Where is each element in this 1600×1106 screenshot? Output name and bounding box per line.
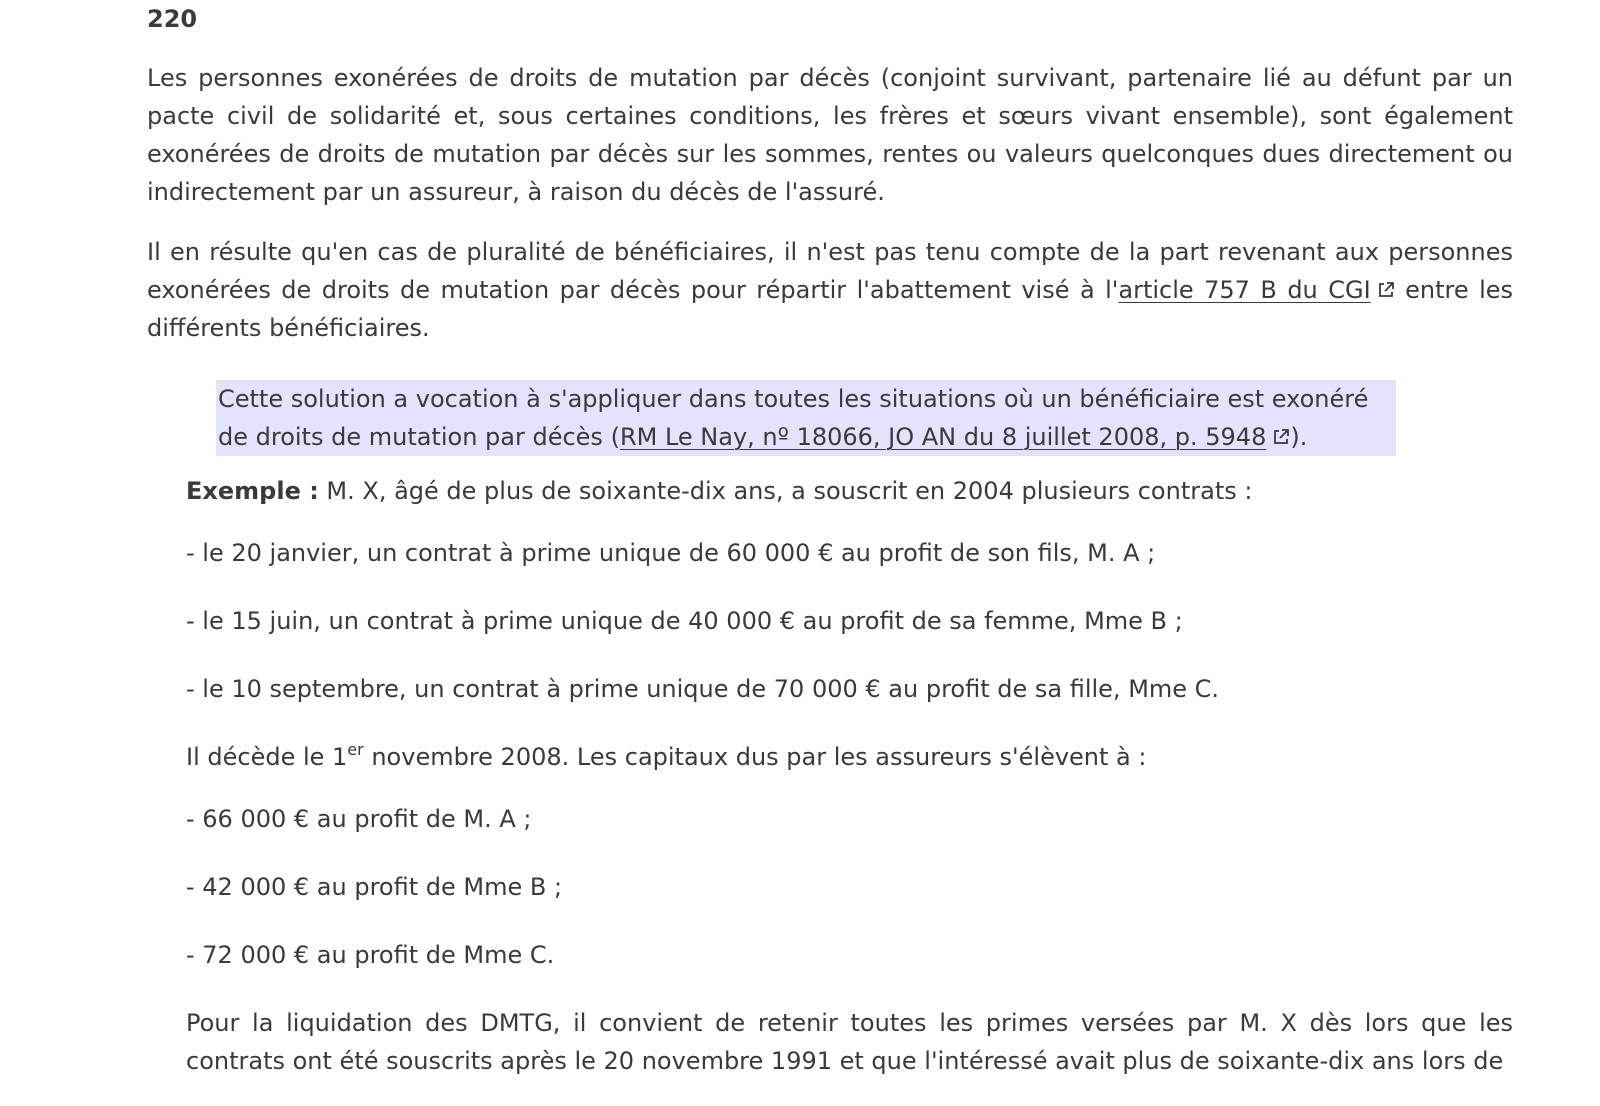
paragraph-number: 220 (147, 5, 198, 33)
article-757b-link-label: article 757 B du CGI (1118, 276, 1371, 304)
death-text-end: novembre 2008. Les capitaux dus par les assureurs s'élèvent à : (363, 743, 1147, 771)
capital-item: - 72 000 € au profit de Mme C. (186, 941, 555, 969)
capital-item: - 42 000 € au profit de Mme B ; (186, 873, 563, 901)
example-intro (186, 472, 1513, 510)
rm-le-nay-link-label: RM Le Nay, nº 18066, JO AN du 8 juillet 2008, p. 5948 (619, 423, 1267, 451)
rm-le-nay-link[interactable] (620, 423, 1290, 451)
liquidation-paragraph: Pour la liquidation des DMTG, il convient de retenir toutes les primes versées par M. X dès lors que les contrats ont été souscrits après le 20 novembre 1991 et que l'intéressé avait plus de soixante-dix ans lors de (186, 1009, 1513, 1075)
article-757b-link[interactable] (1118, 276, 1394, 304)
paragraph-plurality-text: Il en résulte qu'en cas de pluralité de bénéficiaires, il n'est pas tenu compte de la part revenant aux personnes exonérées de droits de mutation par décès pour répartir l'abattement visé à l' (147, 238, 1513, 304)
capital-item: - 66 000 € au profit de M. A ; (186, 805, 532, 833)
ordinal-superscript: er (347, 740, 364, 759)
paragraph-plurality-end: entre les différents bénéficiaires. (147, 276, 1514, 342)
example-text: M. X, âgé de plus de soixante-dix ans, a souscrit en 2004 plusieurs contrats : (318, 477, 1253, 505)
paragraph-plurality (147, 233, 1513, 347)
quote-end: ). (1290, 423, 1308, 451)
contract-item: - le 15 juin, un contrat à prime unique de 40 000 € au profit de sa femme, Mme B ; (186, 607, 1183, 635)
external-link-icon (1272, 428, 1290, 446)
contract-item: - le 20 janvier, un contrat à prime unique de 60 000 € au profit de son fils, M. A ; (186, 539, 1156, 567)
paragraph-exemption: Les personnes exonérées de droits de mutation par décès (conjoint survivant, partenaire lié au défunt par un pacte civil de solidarité et, sous certaines conditions, les frères et sœurs vivant ensemble), sont également exonérées de droits de mutation par décès sur les sommes, rentes ou valeurs quelconques dues directement ou indirectement par un assureur, à raison du décès de l'assuré. (147, 64, 1513, 206)
example-label: Exemple : (186, 477, 319, 505)
external-link-icon (1377, 281, 1395, 299)
highlighted-quote (216, 380, 1396, 456)
contract-item: - le 10 septembre, un contrat à prime unique de 70 000 € au profit de sa fille, Mme C. (186, 675, 1220, 703)
death-text: Il décède le 1 (186, 743, 348, 771)
quote-text: Cette solution a vocation à s'appliquer dans toutes les situations où un bénéficiaire est exonéré de droits de mutation par décès ( (218, 385, 1369, 451)
death-paragraph (186, 738, 1513, 776)
